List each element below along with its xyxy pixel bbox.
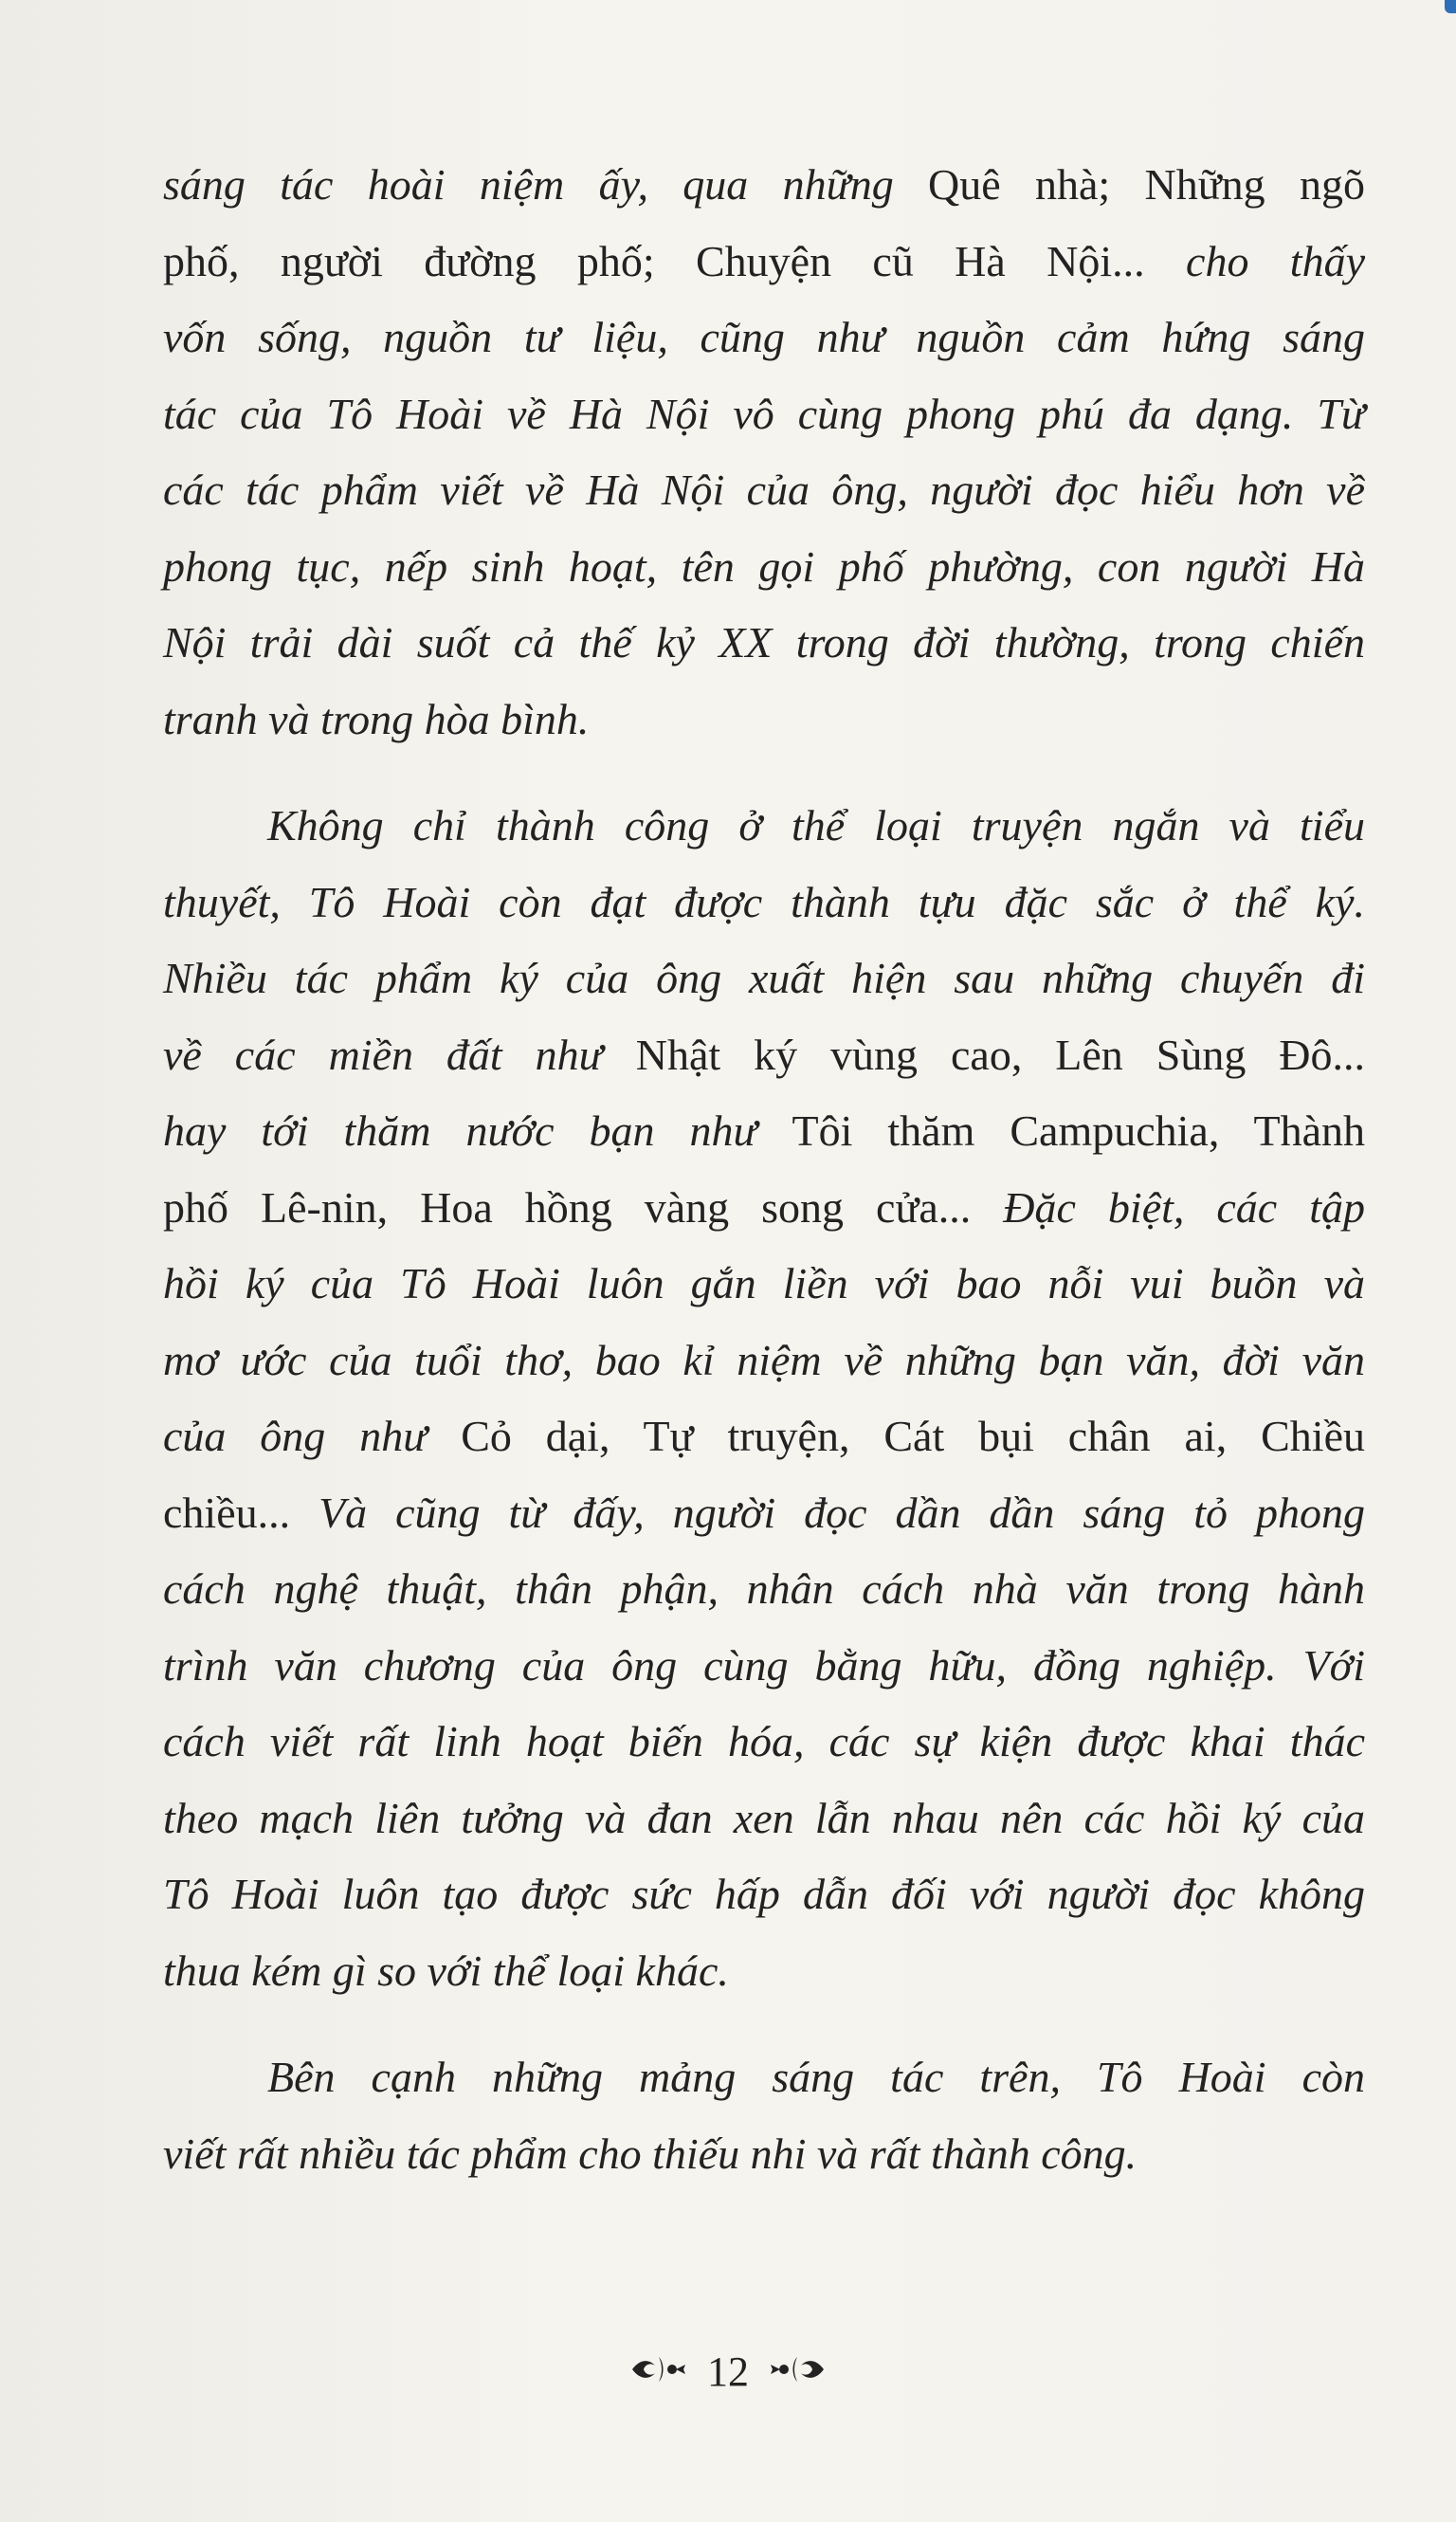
text-line bbox=[163, 1856, 1365, 1933]
text-line bbox=[163, 1170, 1365, 1247]
title-text: Quê nhà; Những ngõ bbox=[928, 160, 1365, 209]
italic-text: theo mạch liên tưởng và đan xen lẫn nhau nên các hồi ký của bbox=[163, 1793, 1365, 1842]
text-line bbox=[163, 1246, 1365, 1323]
italic-text: Nội trải dài suốt cả thế kỷ XX trong đời thường, trong chiến bbox=[163, 618, 1365, 667]
italic-text: phong tục, nếp sinh hoạt, tên gọi phố phường, con người Hà bbox=[163, 541, 1365, 591]
italic-text: thuyết, Tô Hoài còn đạt được thành tựu đặc sắc ở thể ký. bbox=[163, 877, 1365, 926]
text-line bbox=[163, 376, 1365, 453]
italic-text: cho thấy bbox=[1186, 236, 1365, 285]
italic-text: Nhiều tác phẩm ký của ông xuất hiện sau những chuyến đi bbox=[163, 954, 1365, 1002]
paragraph bbox=[163, 788, 1365, 2009]
text-line bbox=[163, 682, 1365, 758]
italic-text: hồi ký của Tô Hoài luôn gắn liền với bao nỗi vui buồn và bbox=[163, 1259, 1365, 1307]
italic-text: cách viết rất linh hoạt biến hóa, các sự kiện được khai thác bbox=[163, 1717, 1365, 1765]
text-line bbox=[163, 1781, 1365, 1857]
italic-text: Và cũng từ đấy, người đọc dần dần sáng tỏ phong bbox=[318, 1488, 1365, 1537]
title-text: Cỏ dại, Tự truyện, Cát bụi chân ai, Chiều bbox=[461, 1412, 1365, 1460]
italic-text: Không chỉ thành công ở thể loại truyện ngắn và tiểu bbox=[267, 801, 1365, 850]
italic-text: tác của Tô Hoài về Hà Nội vô cùng phong phú đa dạng. Từ bbox=[163, 389, 1365, 438]
text-line bbox=[163, 2116, 1365, 2193]
floral-ornament-icon bbox=[630, 2348, 687, 2396]
italic-text: vốn sống, nguồn tư liệu, cũng như nguồn cảm hứng sáng bbox=[163, 313, 1365, 361]
text-line bbox=[163, 865, 1365, 941]
page-number: 12 bbox=[707, 2348, 749, 2396]
title-text: phố, người đường phố; Chuyện cũ Hà Nội... bbox=[163, 236, 1187, 285]
text-line bbox=[163, 529, 1365, 606]
italic-text: các tác phẩm viết về Hà Nội của ông, người đọc hiểu hơn về bbox=[163, 466, 1365, 514]
italic-text: tranh và trong hòa bình. bbox=[163, 694, 590, 743]
paragraph bbox=[163, 147, 1365, 758]
italic-text: Bên cạnh những mảng sáng tác trên, Tô Hoài còn bbox=[267, 2053, 1365, 2101]
text-line bbox=[163, 1093, 1365, 1170]
text-line bbox=[163, 1017, 1365, 1094]
text-line bbox=[163, 1475, 1365, 1552]
italic-text: viết rất nhiều tác phẩm cho thiếu nhi và rất thành công. bbox=[163, 2129, 1138, 2178]
text-line bbox=[163, 941, 1365, 1017]
italic-text: Đặc biệt, các tập bbox=[1003, 1182, 1365, 1232]
italic-text: sáng tác hoài niệm ấy, qua những bbox=[163, 160, 929, 209]
body-text bbox=[163, 147, 1365, 2192]
title-text: phố Lê-nin, Hoa hồng vàng song cửa... bbox=[163, 1182, 1004, 1232]
italic-text: mơ ước của tuổi thơ, bao kỉ niệm về những bạn văn, đời văn bbox=[163, 1335, 1365, 1384]
text-line bbox=[163, 2039, 1365, 2116]
italic-text: Tô Hoài luôn tạo được sức hấp dẫn đối với người đọc không bbox=[163, 1870, 1365, 1918]
italic-text: thua kém gì so với thể loại khác. bbox=[163, 1946, 729, 1995]
italic-text: của ông như bbox=[163, 1412, 462, 1460]
title-text: Tôi thăm Campuchia, Thành bbox=[792, 1106, 1365, 1155]
title-text: Nhật ký vùng cao, Lên Sùng Đô... bbox=[635, 1030, 1365, 1079]
text-line bbox=[163, 605, 1365, 682]
text-line bbox=[163, 788, 1365, 865]
floral-ornament-icon bbox=[769, 2348, 826, 2396]
title-text: chiều... bbox=[163, 1488, 319, 1537]
page-footer bbox=[0, 2344, 1456, 2396]
paragraph bbox=[163, 2039, 1365, 2192]
text-line bbox=[163, 1933, 1365, 2010]
italic-text: hay tới thăm nước bạn như bbox=[163, 1106, 792, 1155]
text-line bbox=[163, 1704, 1365, 1781]
italic-text: trình văn chương của ông cùng bằng hữu, đồng nghiệp. Với bbox=[163, 1640, 1365, 1690]
text-line bbox=[163, 1398, 1365, 1475]
text-line bbox=[163, 1628, 1365, 1705]
text-line bbox=[163, 452, 1365, 529]
text-line bbox=[163, 300, 1365, 376]
text-line bbox=[163, 1323, 1365, 1399]
italic-text: về các miền đất như bbox=[163, 1030, 636, 1079]
text-line bbox=[163, 147, 1365, 224]
italic-text: cách nghệ thuật, thân phận, nhân cách nhà văn trong hành bbox=[163, 1564, 1365, 1613]
text-line bbox=[163, 1551, 1365, 1628]
corner-blue-mark bbox=[1445, 0, 1456, 13]
text-line bbox=[163, 224, 1365, 301]
